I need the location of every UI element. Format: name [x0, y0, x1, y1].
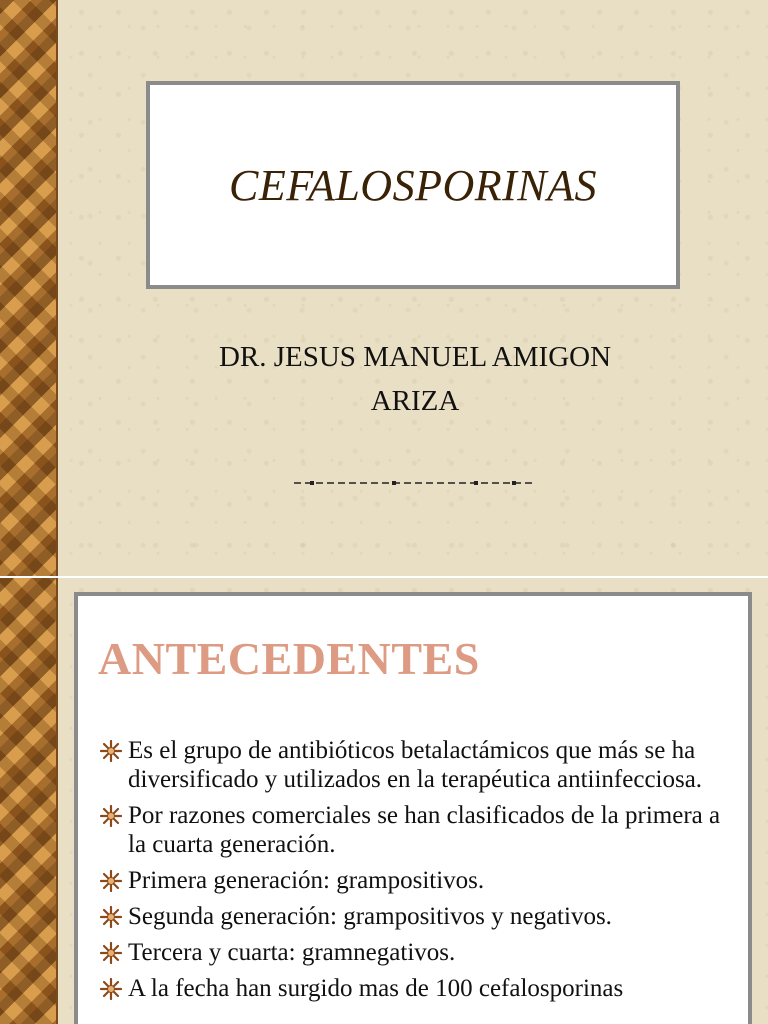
list-item	[100, 736, 740, 794]
dashed-divider	[292, 473, 536, 493]
starburst-bullet-icon	[100, 942, 122, 964]
bullet-text: Tercera y cuarta: gramnegativos.	[128, 939, 456, 966]
starburst-bullet-icon	[100, 805, 122, 827]
list-item	[100, 801, 740, 859]
bullet-text: Es el grupo de antibióticos betalactámicos que más se ha diversificado y utilizados en la terapéutica antiinfecciosa.	[128, 737, 703, 793]
slide-heading: ANTECEDENTES	[98, 633, 480, 684]
decorative-wood-strip	[0, 578, 58, 1024]
list-item	[100, 974, 740, 1003]
list-item	[100, 938, 740, 967]
bullet-text: Primera generación: grampositivos.	[128, 867, 485, 894]
starburst-bullet-icon	[100, 978, 122, 1000]
title-box	[146, 81, 680, 289]
bullet-text: Por razones comerciales se han clasificados de la primera a la cuarta generación.	[128, 802, 721, 858]
author-line-1: DR. JESUS MANUEL AMIGON	[218, 341, 612, 373]
bullet-text: A la fecha han surgido mas de 100 cefalosporinas	[128, 975, 624, 1002]
content-slide	[0, 578, 768, 1024]
bullet-text: Segunda generación: grampositivos y negativos.	[128, 903, 612, 930]
starburst-bullet-icon	[100, 740, 122, 762]
slide-title: CEFALOSPORINAS	[229, 160, 597, 210]
starburst-bullet-icon	[100, 906, 122, 928]
decorative-wood-strip	[0, 0, 58, 576]
author-name	[140, 335, 690, 423]
author-line-2: ARIZA	[370, 385, 460, 417]
list-item	[100, 902, 740, 931]
starburst-bullet-icon	[100, 870, 122, 892]
list-item	[100, 866, 740, 895]
content-box	[74, 592, 752, 1024]
bullet-list	[100, 736, 740, 1010]
